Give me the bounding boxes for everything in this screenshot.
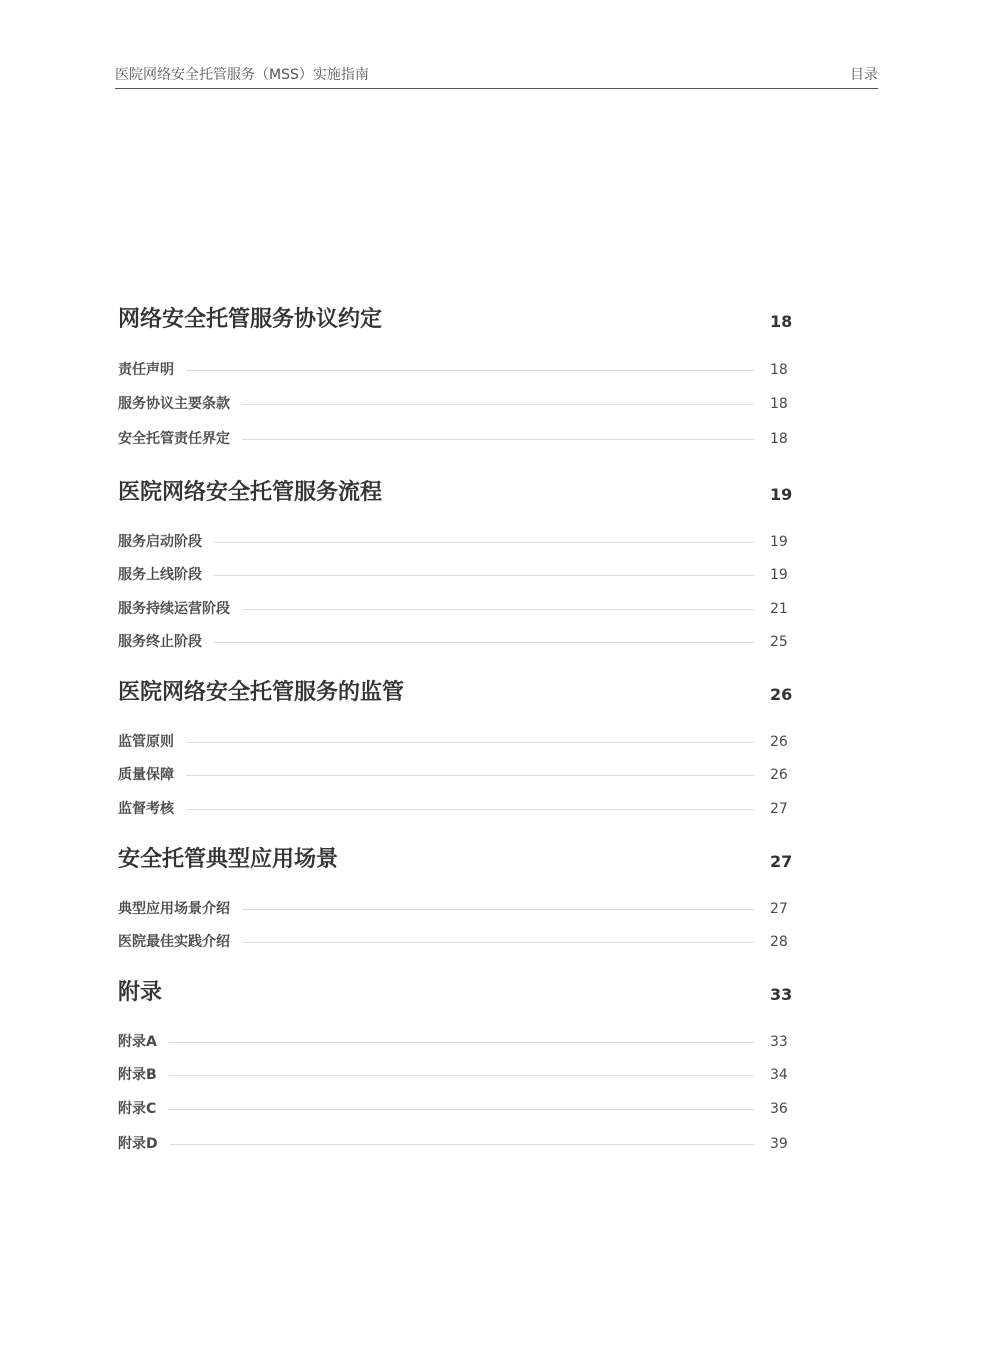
toc-section-title[interactable]: 网络安全托管服务协议约定 — [118, 307, 383, 332]
toc-entry-label: 服务持续运营阶段 — [118, 599, 242, 619]
toc-entry-page: 39 — [770, 1136, 788, 1152]
toc-entry[interactable] — [118, 732, 790, 752]
toc-entry-label: 典型应用场景介绍 — [118, 899, 242, 919]
toc-section-page: 19 — [770, 485, 793, 504]
toc-entry[interactable] — [118, 360, 790, 380]
toc-section-page: 27 — [770, 852, 793, 871]
toc-entry-label: 附录D — [118, 1134, 170, 1154]
toc-entry[interactable] — [118, 1065, 790, 1085]
toc-section-title[interactable]: 附录 — [118, 980, 163, 1005]
leader-line — [118, 1109, 754, 1110]
toc-entry-page: 18 — [770, 362, 788, 378]
toc-section-page: 26 — [770, 685, 793, 704]
toc-entry[interactable] — [118, 1134, 790, 1154]
toc-entry-page: 34 — [770, 1067, 788, 1083]
toc-entry-page: 26 — [770, 767, 788, 783]
toc-entry-page: 18 — [770, 396, 788, 412]
toc-entry-label: 附录B — [118, 1065, 169, 1085]
toc-entry[interactable] — [118, 632, 790, 652]
toc-entry-label: 服务启动阶段 — [118, 532, 214, 552]
toc-entry[interactable] — [118, 1099, 790, 1119]
toc-entry[interactable] — [118, 394, 790, 414]
toc-entry[interactable] — [118, 532, 790, 552]
toc-section-title[interactable]: 医院网络安全托管服务流程 — [118, 480, 383, 505]
toc-entry[interactable] — [118, 599, 790, 619]
leader-line — [118, 775, 754, 776]
toc-entry-label: 安全托管责任界定 — [118, 429, 242, 449]
leader-line — [118, 809, 754, 810]
header-section-label: 目录 — [850, 67, 878, 83]
toc-entry-page: 21 — [770, 601, 788, 617]
toc-section-title[interactable]: 安全托管典型应用场景 — [118, 847, 339, 872]
toc-entry-page: 33 — [770, 1034, 788, 1050]
document-title: 医院网络安全托管服务（MSS）实施指南 — [115, 67, 369, 83]
toc-section-page: 18 — [770, 312, 793, 331]
toc-entry-label: 服务协议主要条款 — [118, 394, 242, 414]
toc-entry[interactable] — [118, 429, 790, 449]
toc-entry-label: 质量保障 — [118, 765, 186, 785]
toc-entry-label: 监督考核 — [118, 799, 186, 819]
toc-section-page: 33 — [770, 985, 793, 1004]
toc-entry[interactable] — [118, 932, 790, 952]
toc-entry-page: 19 — [770, 567, 788, 583]
toc-entry[interactable] — [118, 565, 790, 585]
leader-line — [118, 1042, 754, 1043]
page-header — [115, 62, 878, 89]
toc-entry-page: 36 — [770, 1101, 788, 1117]
leader-line — [118, 1144, 754, 1145]
toc-section-title[interactable]: 医院网络安全托管服务的监管 — [118, 680, 405, 705]
toc-entry-page: 19 — [770, 534, 788, 550]
toc-entry[interactable] — [118, 899, 790, 919]
toc-entry-page: 25 — [770, 634, 788, 650]
leader-line — [118, 1075, 754, 1076]
toc-entry[interactable] — [118, 765, 790, 785]
toc-entry-label: 服务上线阶段 — [118, 565, 214, 585]
toc-entry-label: 医院最佳实践介绍 — [118, 932, 242, 952]
toc-entry-page: 27 — [770, 801, 788, 817]
leader-line — [118, 742, 754, 743]
toc-entry[interactable] — [118, 1032, 790, 1052]
toc-entry-label: 监管原则 — [118, 732, 186, 752]
toc-entry-label: 附录C — [118, 1099, 168, 1119]
toc-entry-label: 服务终止阶段 — [118, 632, 214, 652]
toc-entry-page: 26 — [770, 734, 788, 750]
toc-entry-page: 27 — [770, 901, 788, 917]
toc-entry[interactable] — [118, 799, 790, 819]
toc-entry-label: 责任声明 — [118, 360, 186, 380]
toc-entry-page: 28 — [770, 934, 788, 950]
leader-line — [118, 370, 754, 371]
toc-entry-label: 附录A — [118, 1032, 169, 1052]
toc-entry-page: 18 — [770, 431, 788, 447]
